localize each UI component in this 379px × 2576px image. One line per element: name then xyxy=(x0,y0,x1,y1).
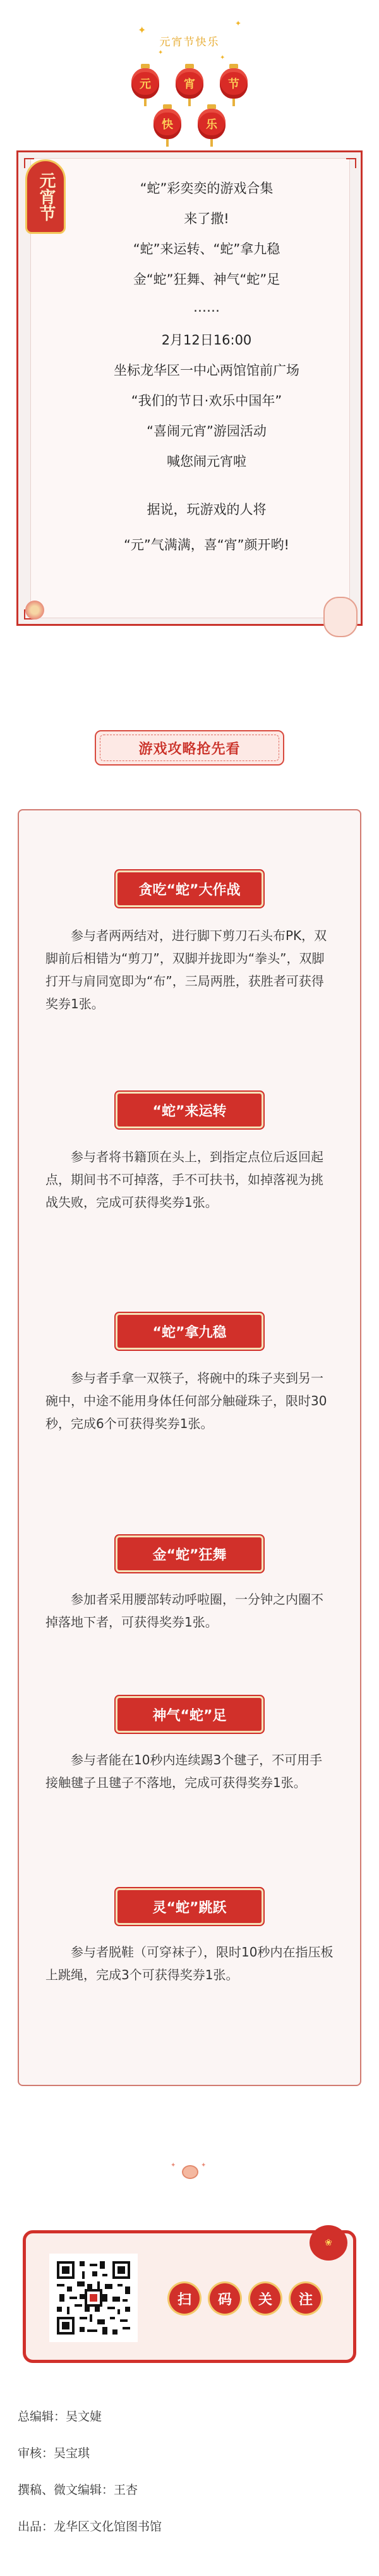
qr-code[interactable] xyxy=(49,2254,138,2342)
game-description: 参与者两两结对，进行脚下剪刀石头布PK，双脚前后相错为“剪刀”，双脚并拢即为“拳头”，双脚打开与肩同宽即为“布”，三局两胜，获胜者可获得奖券1张。 xyxy=(45,928,327,1011)
lantern-icon: 元 xyxy=(131,68,159,99)
sparkle-icon: ✦ xyxy=(201,2162,207,2169)
intro-line: 喊您闹元宵啦 xyxy=(167,454,246,469)
lantern-icon: 乐 xyxy=(198,109,226,139)
intro-line: “喜闹元宵”游园活动 xyxy=(147,424,267,439)
sparkle-icon: ✦ xyxy=(158,49,164,56)
follow-text: 关 xyxy=(250,2283,280,2314)
game-title: 金“蛇”狂舞 xyxy=(117,1537,262,1570)
intro-line: 2月12日16:00 xyxy=(161,333,252,348)
qr-code-icon xyxy=(54,2259,133,2337)
game-title: 灵“蛇”跳跃 xyxy=(117,1890,262,1923)
sparkle-icon: ✦ xyxy=(138,24,147,36)
credit-line: 审核：吴宝琪 xyxy=(18,2446,90,2460)
follow-text: 码 xyxy=(210,2283,240,2314)
game-description: 参与者能在10秒内连续踢3个毽子，不可用手接触毽子且毽子不落地，完成可获得奖券1张。 xyxy=(45,1752,323,1790)
game-description: 参与者手拿一双筷子，将碗中的珠子夹到另一碗中，中途不能用身体任何部分触碰珠子，限时30秒，完成6个可获得奖券1张。 xyxy=(45,1370,327,1431)
sparkle-icon: ✦ xyxy=(235,19,242,28)
snake-divider-icon xyxy=(182,2165,198,2179)
game-title: 神气“蛇”足 xyxy=(117,1698,262,1731)
header-title: 元宵节快乐 xyxy=(159,36,220,49)
intro-line: 金“蛇”狂舞、神气“蛇”足 xyxy=(133,272,280,287)
intro-line: 据说，玩游戏的人将 xyxy=(147,502,267,517)
sparkle-icon: ✦ xyxy=(171,2162,176,2169)
intro-line: 来了撒! xyxy=(184,211,229,226)
game-description: 参与者将书籍顶在头上，到指定点位后返回起点，期间书不可掉落，手不可扶书，如掉落视为挑战失败，完成可获得奖券1张。 xyxy=(45,1149,323,1210)
credit-line: 撰稿、微文编辑：王杏 xyxy=(18,2483,138,2497)
follow-text: 注 xyxy=(291,2283,321,2314)
game-description: 参与者脱鞋（可穿袜子），限时10秒内在指压板上跳绳，完成3个可获得奖券1张。 xyxy=(45,1944,334,1982)
sparkle-icon: ✦ xyxy=(220,54,226,61)
intro-line: “我们的节日·欢乐中国年” xyxy=(131,393,282,408)
flower-icon xyxy=(25,601,44,620)
section-label: 游戏攻略抢先看 xyxy=(100,735,279,761)
lantern-icon: 节 xyxy=(220,68,248,99)
lantern-festival-emblem-icon: ❀ xyxy=(310,2225,347,2261)
intro-line: “蛇”彩奕奕的游戏合集 xyxy=(140,181,274,196)
intro-line: …… xyxy=(193,300,220,315)
game-title: “蛇”来运转 xyxy=(117,1094,262,1126)
corner-ornament xyxy=(346,158,356,168)
follow-text: 扫 xyxy=(169,2283,200,2314)
credit-line: 总编辑：吴文婕 xyxy=(18,2410,102,2424)
game-title: “蛇”拿九稳 xyxy=(117,1315,262,1348)
game-description: 参加者采用腰部转动呼啦圈，一分钟之内圈不掉落地下者，可获得奖券1张。 xyxy=(45,1592,323,1630)
game-title: 贪吃“蛇”大作战 xyxy=(117,872,262,905)
intro-line: “蛇”来运转、“蛇”拿九稳 xyxy=(133,241,280,257)
credit-line: 出品：龙华区文化馆图书馆 xyxy=(18,2520,162,2534)
lantern-festival-badge: 元宵节 xyxy=(25,159,66,234)
snake-mascot-icon xyxy=(323,597,358,637)
lantern-icon: 宵 xyxy=(176,68,203,99)
intro-line: 坐标龙华区一中心两馆馆前广场 xyxy=(114,363,299,378)
intro-line: “元”气满满，喜“宵”颜开哟! xyxy=(124,537,289,552)
lantern-icon: 快 xyxy=(153,109,181,139)
